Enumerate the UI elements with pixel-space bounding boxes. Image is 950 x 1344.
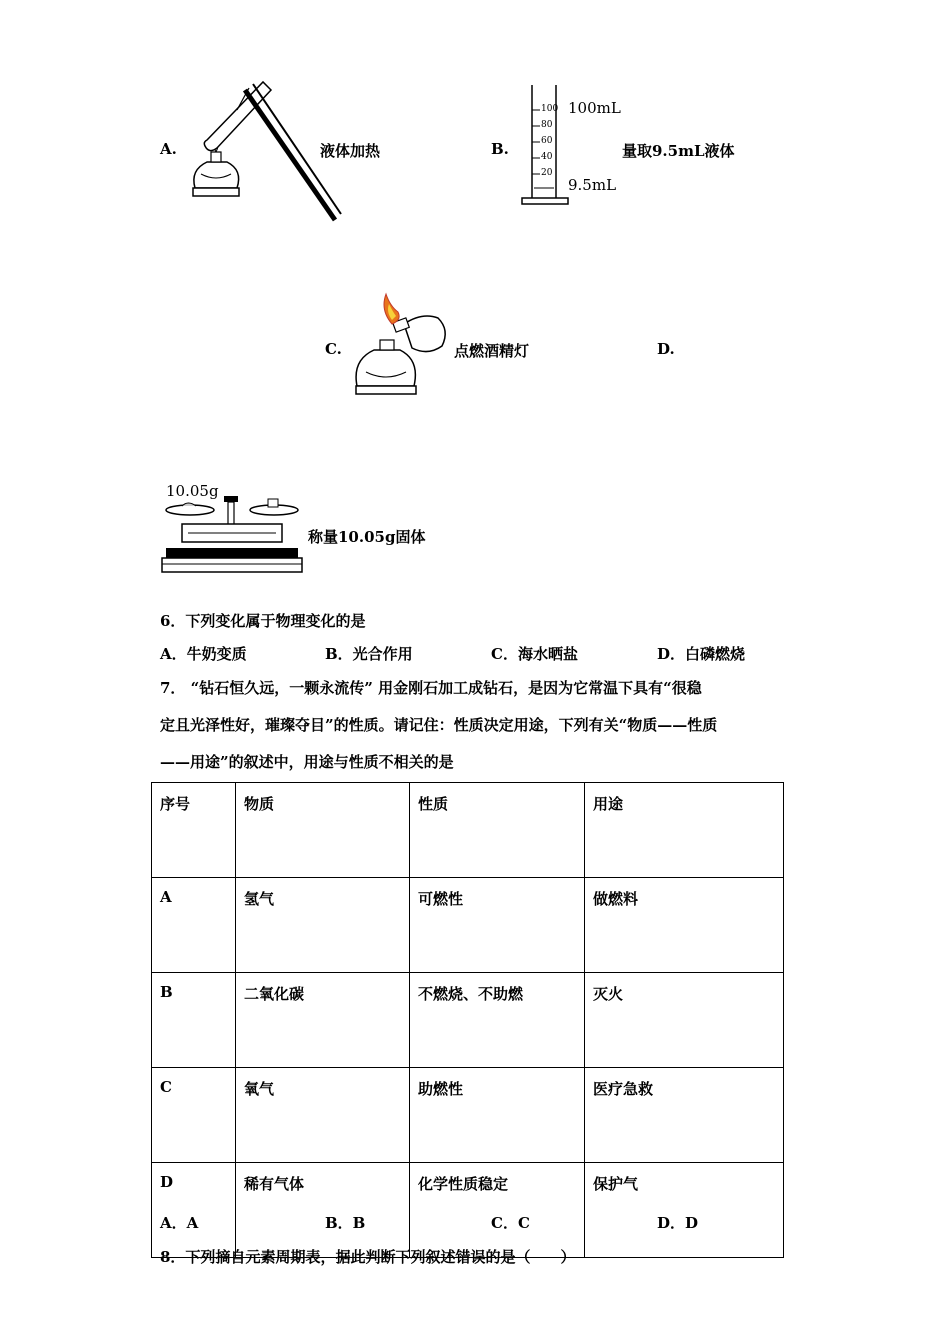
table-cell: 助燃性 (410, 1068, 585, 1163)
header-cell: 序号 (152, 783, 236, 878)
q5-option-c-letter: C. (325, 340, 342, 358)
cylinder-tick-20: 20 (541, 168, 553, 178)
table-cell: 灭火 (585, 973, 784, 1068)
table-cell: 做燃料 (585, 878, 784, 973)
q8-stem: 8．下列摘自元素周期表，据此判断下列叙述错误的是（ ） (160, 1248, 576, 1266)
table-cell: 不燃烧、不助燃 (410, 973, 585, 1068)
q7-option-b: B．B (325, 1214, 366, 1232)
table-row (152, 1163, 784, 1258)
table-row (152, 878, 784, 973)
q7-option-d: D．D (657, 1214, 699, 1232)
table-cell: 化学性质稳定 (410, 1163, 585, 1258)
q7-stem-line-3: ——用途”的叙述中，用途与性质不相关的是 (160, 753, 454, 771)
q5-option-a-letter: A. (160, 140, 177, 158)
q7-option-a: A．A (160, 1214, 199, 1232)
table-row (152, 1068, 784, 1163)
table-row (152, 973, 784, 1068)
table-cell: C (152, 1068, 236, 1163)
q5-option-b-letter: B. (491, 140, 509, 158)
lighting-alcohol-lamp-illustration (352, 290, 452, 400)
table-cell: D (152, 1163, 236, 1258)
property-table (151, 782, 784, 1258)
table-cell: 医疗急救 (585, 1068, 784, 1163)
q7-stem-line-2: 定且光泽性好，璀璨夺目”的性质。请记住：性质决定用途，下列有关“物质——性质 (160, 716, 718, 734)
q5-option-d-letter: D. (657, 340, 675, 358)
table-cell: 二氧化碳 (236, 973, 410, 1068)
table-cell: 稀有气体 (236, 1163, 410, 1258)
table-cell: 保护气 (585, 1163, 784, 1258)
q5-option-a-caption: 液体加热 (320, 142, 381, 160)
table-cell: 氢气 (236, 878, 410, 973)
balance-reading-label: 10.05g (166, 482, 219, 500)
header-cell: 性质 (410, 783, 585, 878)
q7-option-c: C．C (491, 1214, 530, 1232)
cylinder-tick-80: 80 (541, 120, 553, 130)
cylinder-tick-100: 100 (541, 104, 559, 114)
q5-option-c-caption: 点燃酒精灯 (454, 342, 530, 360)
table-cell: 氧气 (236, 1068, 410, 1163)
table-cell: A (152, 878, 236, 973)
q6-option-a: A．牛奶变质 (160, 645, 247, 663)
cylinder-label-bottom: 9.5mL (568, 176, 617, 194)
cylinder-label-top: 100mL (568, 99, 621, 117)
table-header-row (152, 783, 784, 878)
q5-option-b-caption: 量取9.5mL液体 (622, 142, 735, 160)
table-cell: B (152, 973, 236, 1068)
q7-stem-line-1: 7． “钻石恒久远，一颗永流传” 用金刚石加工成钻石，是因为它常温下具有“很稳 (160, 679, 702, 697)
q6-option-b: B．光合作用 (325, 645, 413, 663)
q6-stem: 6．下列变化属于物理变化的是 (160, 612, 366, 630)
q6-option-c: C．海水晒盐 (491, 645, 578, 663)
cylinder-tick-40: 40 (541, 152, 553, 162)
header-cell: 用途 (585, 783, 784, 878)
header-cell: 物质 (236, 783, 410, 878)
q6-option-d: D．白磷燃烧 (657, 645, 746, 663)
balance-scale-illustration (162, 496, 302, 576)
table-cell: 可燃性 (410, 878, 585, 973)
cylinder-tick-60: 60 (541, 136, 553, 146)
q5-option-d-caption: 称量10.05g固体 (308, 528, 426, 546)
